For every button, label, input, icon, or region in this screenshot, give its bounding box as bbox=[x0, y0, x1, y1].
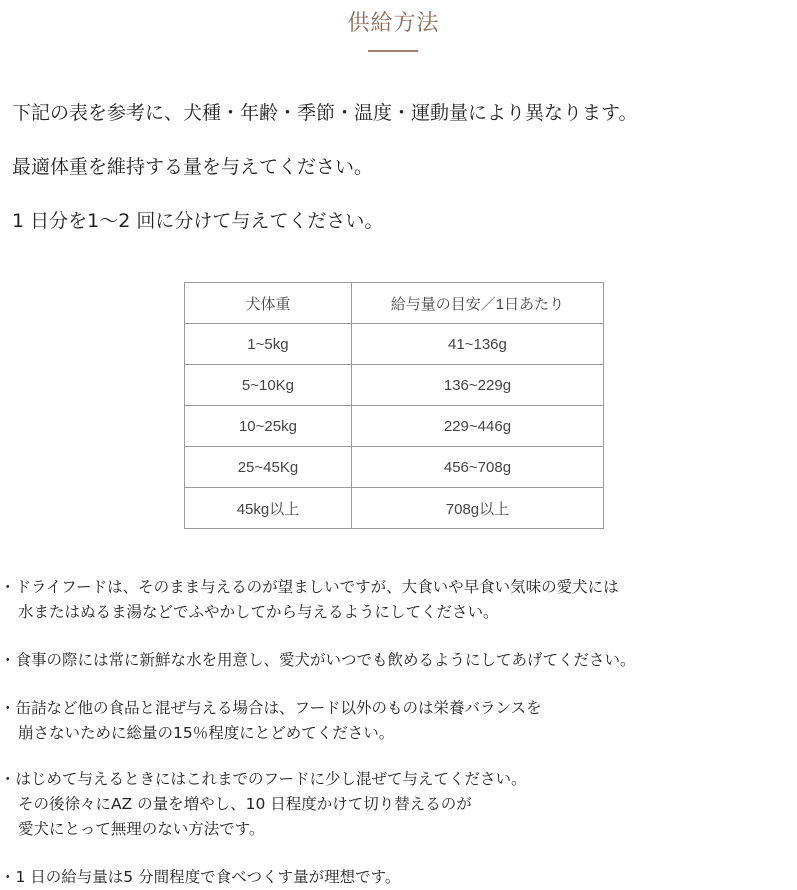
weight-cell: 10~25kg bbox=[185, 406, 352, 447]
note-line: ・1 日の給与量は5 分間程度で食べつくす量が理想です。 bbox=[0, 868, 401, 886]
note-line: ・ドライフードは、そのまま与えるのが望ましいですが、大食いや早食い気味の愛犬には bbox=[0, 578, 619, 596]
note-line: 水またはぬるま湯などでふやかしてから与えるようにしてください。 bbox=[18, 603, 499, 621]
note-dry-food bbox=[0, 575, 619, 625]
table-header-row bbox=[185, 283, 604, 324]
note-first-feeding bbox=[0, 767, 527, 842]
table-row bbox=[185, 447, 604, 488]
intro-line-2: 最適体重を維持する量を与えてください。 bbox=[12, 156, 374, 178]
amount-cell: 708g以上 bbox=[351, 488, 603, 529]
note-mixing-food bbox=[0, 696, 542, 746]
amount-cell: 229~446g bbox=[351, 406, 603, 447]
table-row bbox=[185, 488, 604, 529]
note-line: 崩さないために総量の15％程度にとどめてください。 bbox=[18, 724, 395, 742]
weight-cell: 1~5kg bbox=[185, 324, 352, 365]
weight-cell: 25~45Kg bbox=[185, 447, 352, 488]
note-daily-amount bbox=[0, 865, 400, 890]
page-title: 供給方法 bbox=[347, 11, 440, 36]
table-row bbox=[185, 324, 604, 365]
note-line: ・食事の際には常に新鮮な水を用意し、愛犬がいつでも飲めるようにしてあげてください。 bbox=[0, 651, 636, 669]
intro-line-1: 下記の表を参考に、犬種・年齢・季節・温度・運動量により異なります。 bbox=[12, 102, 638, 124]
table-row bbox=[185, 365, 604, 406]
feeding-table bbox=[184, 282, 604, 529]
amount-cell: 136~229g bbox=[351, 365, 603, 406]
note-fresh-water bbox=[0, 648, 636, 673]
note-line: 愛犬にとって無理のない方法です。 bbox=[18, 820, 265, 838]
amount-cell: 456~708g bbox=[351, 447, 603, 488]
intro-line-3: 1 日分を1～2 回に分けて与えてください。 bbox=[12, 210, 384, 232]
note-line: ・缶詰など他の食品と混ぜ与える場合は、フード以外のものは栄養バランスを bbox=[0, 699, 542, 717]
weight-cell: 5~10Kg bbox=[185, 365, 352, 406]
note-line: その後徐々にAZ の量を増やし、10 日程度かけて切り替えるのが bbox=[18, 795, 472, 813]
amount-cell: 41~136g bbox=[351, 324, 603, 365]
header-daily-amount: 給与量の目安／1日あたり bbox=[351, 283, 603, 324]
title-underline bbox=[368, 50, 418, 52]
table-row bbox=[185, 406, 604, 447]
note-line: ・はじめて与えるときにはこれまでのフードに少し混ぜて与えてください。 bbox=[0, 770, 527, 788]
weight-cell: 45kg以上 bbox=[185, 488, 352, 529]
header-dog-weight: 犬体重 bbox=[185, 283, 352, 324]
